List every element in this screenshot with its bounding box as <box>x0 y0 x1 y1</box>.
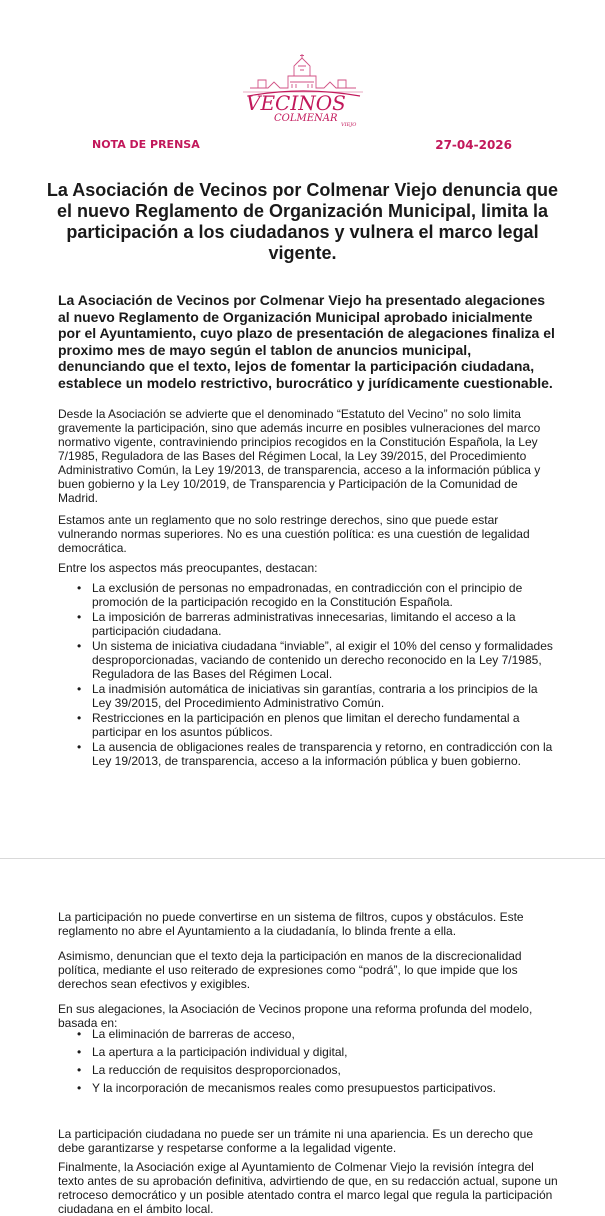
concerns-list <box>58 581 558 769</box>
body-paragraph: Estamos ante un reglamento que no solo restringe derechos, sino que puede estar vulnerando normas superiores. No es una cuestión política: es una cuestión de legalidad democrática. <box>58 513 530 555</box>
list-item: • La reducción de requisitos desproporcionados, <box>77 1063 341 1077</box>
headline: La Asociación de Vecinos por Colmenar Viejo denuncia que el nuevo Reglamento de Organización Municipal, limita la participación a los ciudadanos y vulnera el marco legal vigente. <box>46 180 559 263</box>
body-paragraph: La participación no puede convertirse en un sistema de filtros, cupos y obstáculos. Este reglamento no abre el Ayuntamiento a la ciudadanía, lo blinda frente a ella. <box>58 910 524 938</box>
lead-paragraph: La Asociación de Vecinos por Colmenar Viejo ha presentado alegaciones al nuevo Reglamento de Organización Municipal aprobado inicialmente por el Ayuntamiento, cuyo plazo de presentación de alegaciones finaliza el proximo mes de mayo según el tablon de anuncios municipal, denunciando que el texto, lejos de fomentar la participación ciudadana, establece un modelo restrictivo, burocrático y jurídicamente cuestionable. <box>58 292 555 391</box>
body-paragraph: Desde la Asociación se advierte que el denominado “Estatuto del Vecino” no solo limita gravemente la participación, sino que además incurre en posibles vulneraciones del marco normativo vigente, contraviniendo principios recogidos en la Constitución Española, la Ley 7/1985, Reguladora de las Bases del Régimen Local, la Ley 39/2015, del Procedimiento Administrativo Común, la Ley 19/2013, de transparencia, acceso a la información pública y buen gobierno y la Ley 10/2019, de Transparencia y Participación de la Comunidad de Madrid. <box>58 407 541 505</box>
body-paragraph: En sus alegaciones, la Asociación de Vecinos propone una reforma profunda del modelo, basada en: <box>58 1002 533 1030</box>
bullet-icon: • <box>77 682 82 696</box>
list-item: • La ausencia de obligaciones reales de transparencia y retorno, en contradicción con la Ley 19/2013, de transparencia, acceso a la información pública y buen gobierno. <box>77 740 553 768</box>
list-item: • La eliminación de barreras de acceso, <box>77 1027 295 1041</box>
bullet-icon: • <box>77 1027 82 1041</box>
body-paragraph: Asimismo, denuncian que el texto deja la participación en manos de la discrecionalidad política, mediante el uso reiterado de expresiones como “podrá”, lo que impide que los derechos sean efectivos y exigibles. <box>58 949 522 991</box>
body-paragraph: La participación ciudadana no puede ser un trámite ni una apariencia. Es un derecho que debe garantizarse y respetarse conforme a la legalidad vigente. <box>58 1127 533 1155</box>
bullet-icon: • <box>77 740 82 754</box>
press-release-label: NOTA DE PRENSA <box>92 138 200 151</box>
bullet-icon: • <box>77 1045 82 1059</box>
proposals-list <box>58 1027 558 1099</box>
bullet-icon: • <box>77 639 82 653</box>
bullet-icon: • <box>77 711 82 725</box>
list-item: • Restricciones en la participación en plenos que limitan el derecho fundamental a participar en los asuntos públicos. <box>77 711 520 739</box>
press-date: 27-04-2026 <box>435 138 512 152</box>
bullet-icon: • <box>77 581 82 595</box>
church-skyline-icon <box>228 52 378 130</box>
bullet-icon: • <box>77 1081 82 1095</box>
logo-text-sub: COLMENAR <box>274 113 338 124</box>
list-item: • Y la incorporación de mecanismos reales como presupuestos participativos. <box>77 1081 496 1095</box>
logo-text-main: VECINOS <box>246 91 346 115</box>
bullet-icon: • <box>77 1063 82 1077</box>
list-item: • La exclusión de personas no empadronadas, en contradicción con el principio de promoción de la participación recogido en la Constitución Española. <box>77 581 523 609</box>
logo-text-small: VIEJO <box>341 122 357 128</box>
list-item: • La apertura a la participación individual y digital, <box>77 1045 348 1059</box>
list-item: • La imposición de barreras administrativas innecesarias, limitando el acceso a la participación ciudadana. <box>77 610 516 638</box>
list-item: • La inadmisión automática de iniciativas sin garantías, contraria a los principios de la Ley 39/2015, del Procedimiento Administrativo Común. <box>77 682 538 710</box>
body-paragraph: Entre los aspectos más preocupantes, destacan: <box>58 561 318 575</box>
association-logo <box>228 52 378 130</box>
press-header <box>92 138 512 154</box>
list-item: • Un sistema de iniciativa ciudadana “inviable”, al exigir el 10% del censo y formalidades desproporcionadas, vaciando de contenido un derecho reconocido en la Ley 7/1985, Reguladora de las Bases del Régimen Local. <box>77 639 553 681</box>
body-paragraph: Finalmente, la Asociación exige al Ayuntamiento de Colmenar Viejo la revisión íntegra del texto antes de su aprobación definitiva, advirtiendo de que, en su redacción actual, supone un retroceso democrático y un posible atentado contra el marco legal que regula la participación ciudadana en el ámbito local. <box>58 1160 558 1216</box>
bullet-icon: • <box>77 610 82 624</box>
